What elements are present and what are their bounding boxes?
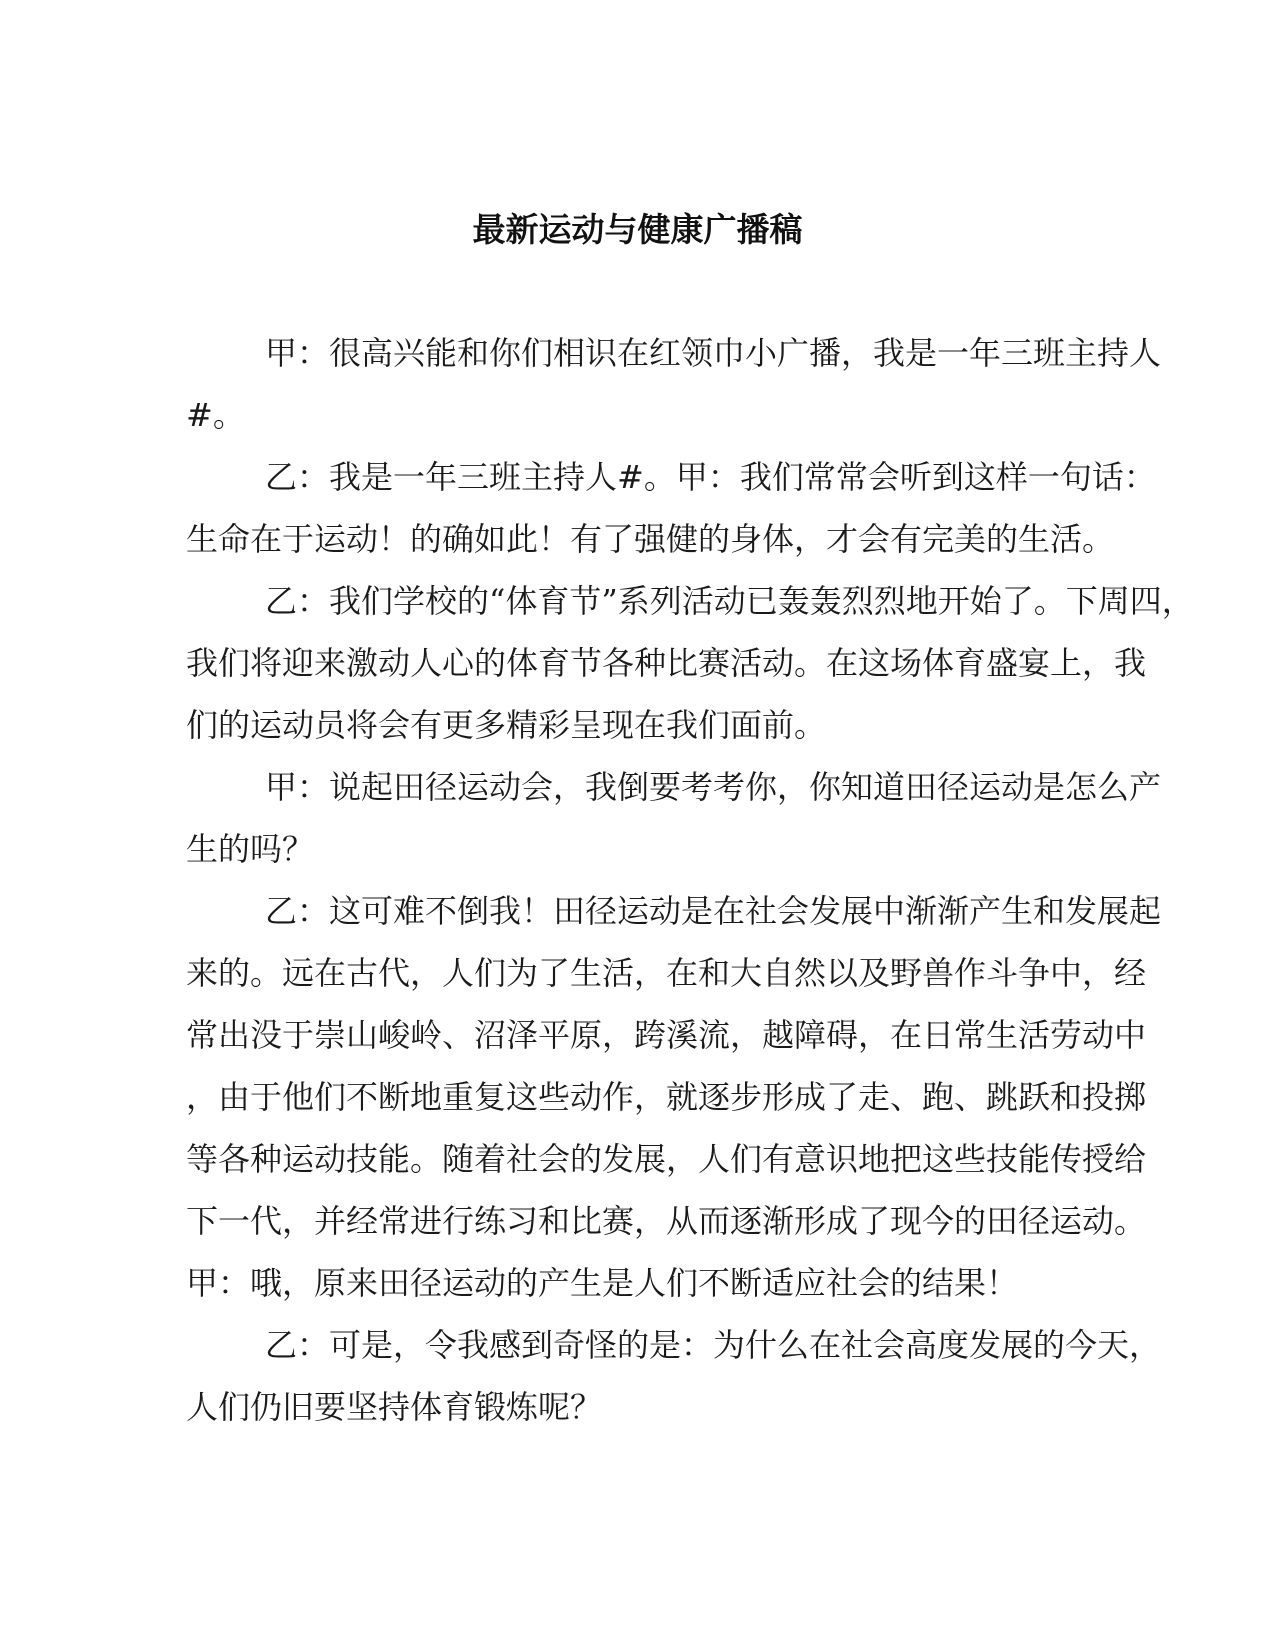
paragraph (186, 322, 1166, 446)
text-line: 常出没于崇山峻岭、沼泽平原，跨溪流，越障碍，在日常生活劳动中 (186, 1016, 1147, 1054)
text-line: 生命在于运动！的确如此！有了强健的身体，才会有完美的生活。 (186, 520, 1115, 558)
text-line: 们的运动员将会有更多精彩呈现在我们面前。 (186, 706, 827, 744)
paragraph (186, 880, 1166, 1314)
paragraph (186, 756, 1166, 880)
text-line: ，由于他们不断地重复这些动作，就逐步形成了走、跑、跳跃和投掷 (186, 1078, 1147, 1116)
text-line: 生的吗？ (186, 830, 315, 868)
text-line: #。 (186, 396, 245, 434)
text-line: 乙：我是一年三班主持人#。甲：我们常常会听到这样一句话： (265, 458, 1156, 496)
document-body (186, 322, 1194, 1438)
text-line: 等各种运动技能。随着社会的发展，人们有意识地把这些技能传授给 (186, 1140, 1147, 1178)
text-line: 下一代，并经常进行练习和比赛，从而逐渐形成了现今的田径运动。 (186, 1202, 1147, 1240)
text-line: 人们仍旧要坚持体育锻炼呢？ (186, 1388, 603, 1426)
text-line: 乙：我们学校的“体育节”系列活动已轰轰烈烈地开始了。下周四， (265, 582, 1194, 620)
text-line: 乙：这可难不倒我！田径运动是在社会发展中渐渐产生和发展起 (265, 892, 1162, 930)
document-title: 最新运动与健康广播稿 (472, 210, 803, 249)
text-line: 来的。远在古代，人们为了生活，在和大自然以及野兽作斗争中，经 (186, 954, 1147, 992)
text-line: 我们将迎来激动人心的体育节各种比赛活动。在这场体育盛宴上，我 (186, 644, 1147, 682)
paragraph (186, 446, 1166, 570)
text-line: 甲：很高兴能和你们相识在红领巾小广播，我是一年三班主持人 (265, 334, 1162, 372)
paragraph (186, 570, 1194, 756)
text-line: 甲：说起田径运动会，我倒要考考你，你知道田径运动是怎么产 (265, 768, 1162, 806)
text-line: 乙：可是，令我感到奇怪的是：为什么在社会高度发展的今天， (265, 1326, 1162, 1364)
text-line: 甲：哦，原来田径运动的产生是人们不断适应社会的结果！ (186, 1264, 1019, 1302)
paragraph (186, 1314, 1166, 1438)
